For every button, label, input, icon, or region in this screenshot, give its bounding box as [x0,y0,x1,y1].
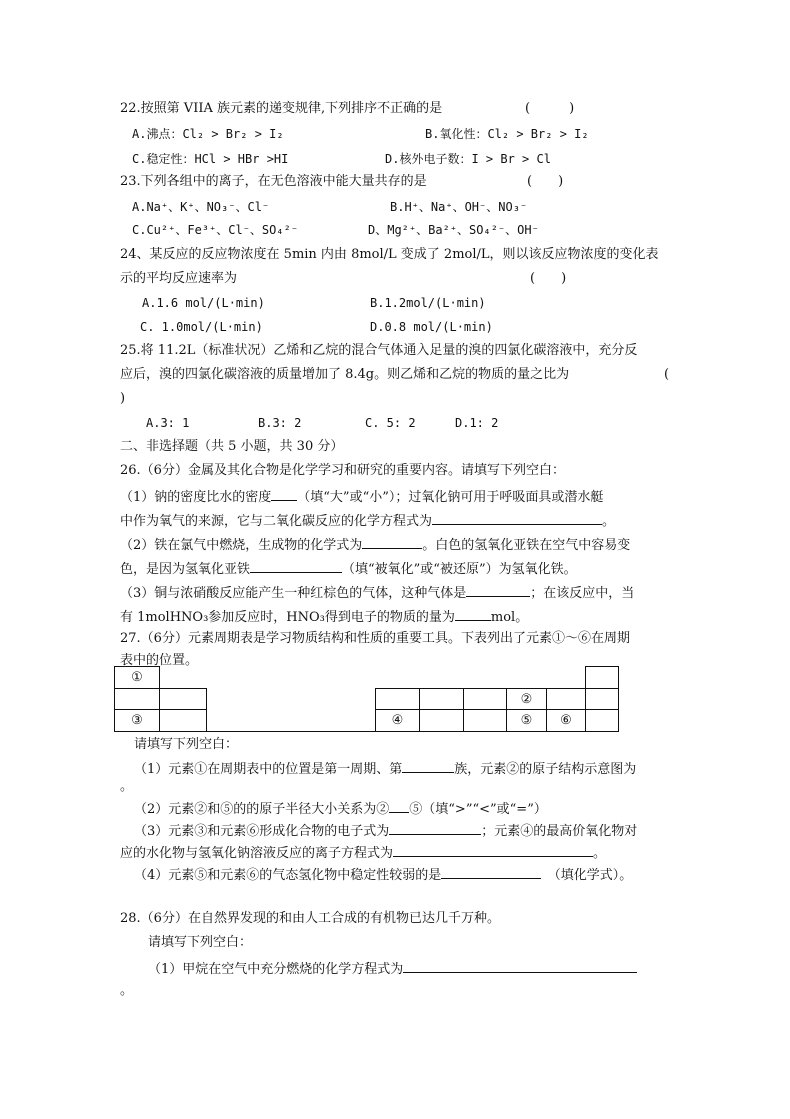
q27-blank-4[interactable] [393,842,593,857]
q27-stem-line1: 27.（6分）元素周期表是学习物质结构和性质的重要工具。下表列出了元素①～⑥在周期 [120,631,630,646]
q26-part1-line1: （1）钠的密度比水的密度 （填“大”或“小”）；过氧化钠可用于呼吸面具或潜水艇 [120,486,603,507]
q24-stem-line2: 示的平均反应速率为 [120,271,238,286]
q27-part3-line1: （3）元素③和元素⑥形成化合物的电子式为 ；元素④的最高价氧化物对 [134,820,637,841]
q23-option-a: A.Na⁺、K⁺、NO₃⁻、Cl⁻ [132,200,270,214]
pt-cell [114,688,160,710]
pt-cell-mark-6: ⑥ [546,709,586,732]
pt-cell [546,688,586,710]
q28-stem: 28.（6分）在自然界发现的和由人工合成的有机物已达几千万种。 [120,911,500,926]
pt-cell [159,709,207,732]
pt-cell-mark-5: ⑤ [506,709,547,732]
q25-option-a: A.3: 1 [146,416,190,430]
q26-part2-line2: 色，是因为氢氧化亚铁 （填“被氧化”或“被还原”）为氢氧化铁。 [120,558,577,579]
pt-cell [585,666,619,689]
q26-blank-1[interactable] [271,486,297,501]
q27-blank-5[interactable] [441,864,541,879]
q28-part1-end: 。 [120,983,134,998]
q26-stem: 26.（6分）金属及其化合物是化学学习和研究的重要内容。请填写下列空白： [120,463,565,478]
q23-option-c: C.Cu²⁺、Fe³⁺、Cl⁻、SO₄²⁻ [132,223,299,237]
q25-option-b: B.3: 2 [258,416,302,430]
q27-part1-line1: （1）元素①在周期表中的位置是第一周期、第 族，元素②的原子结构示意图为 [134,758,636,779]
q22-answer-paren: ( ) [525,101,575,116]
q27-part3-line2: 应的水化物与氢氧化钠溶液反应的离子方程式为 。 [120,842,606,863]
q25-option-c: C. 5: 2 [365,416,416,430]
q26-part2-line1: （2）铁在氯气中燃烧，生成物的化学式为 。白色的氢氧化亚铁在空气中容易变 [120,534,630,555]
pt-cell [585,688,619,710]
q24-stem-line1: 24、某反应的反应物浓度在 5min 内由 8mol/L 变成了 2mol/L，则以该反应物浓度的变化表 [120,247,659,262]
q25-option-d: D.1: 2 [455,416,499,430]
q24-option-b: B.1.2mol/(L·min) [370,296,486,310]
q24-option-c: C. 1.0mol/(L·min) [140,320,263,334]
pt-cell-mark-3: ③ [114,709,160,732]
pt-cell [463,709,507,732]
pt-cell-mark-4: ④ [375,709,420,732]
q22-option-c: C.稳定性：HCl > HBr >HI [132,152,289,166]
q22-stem: 22.按照第 VIIA 族元素的递变规律,下列排序不正确的是 [120,101,443,116]
pt-cell [463,688,507,710]
pt-cell-mark-1: ① [114,666,160,689]
q23-option-b: B.H⁺、Na⁺、OH⁻、NO₃⁻ [390,200,528,214]
q26-blank-6[interactable] [455,606,491,621]
q27-part1-line2: 。 [120,779,134,794]
q27-intro: 请填写下列空白： [134,737,239,752]
q28-part1: （1）甲烷在空气中充分燃烧的化学方程式为 [148,958,637,979]
q27-blank-3[interactable] [389,820,481,835]
q27-part2: （2）元素②和⑤的的原子半径大小关系为② ⑤（填“>”“<”或“=”） [134,798,547,819]
q26-blank-5[interactable] [466,582,530,597]
q23-stem: 23.下列各组中的离子，在无色溶液中能大量共存的是 [120,174,427,189]
q25-paren-open: ( [664,367,670,382]
q22-option-b: B.氧化性：Cl₂ > Br₂ > I₂ [425,127,589,141]
pt-gap-line [206,731,376,732]
q27-blank-2[interactable] [389,798,409,813]
q24-option-a: A.1.6 mol/(L·min) [142,296,265,310]
q24-option-d: D.0.8 mol/(L·min) [370,320,493,334]
q23-answer-paren: ( ) [527,174,564,189]
q26-part3-line2: 有 1molHNO₃参加反应时，HNO₃得到电子的物质的量为 mol。 [120,606,528,627]
q28-blank-1[interactable] [403,958,637,973]
pt-cell [419,688,464,710]
q25-stem-line2: 应后，溴的四氯化碳溶液的质量增加了 8.4g。则乙烯和乙烷的物质的量之比为 [120,367,570,382]
q27-part4: （4）元素⑤和元素⑥的气态氢化物中稳定性较弱的是 （填化学式）。 [134,864,632,885]
q25-stem-line1: 25.将 11.2L（标准状况）乙烯和乙烷的混合气体通入足量的溴的四氯化碳溶液中，充分反 [120,343,638,358]
q26-blank-2[interactable] [432,510,602,525]
q22-option-d: D.核外电子数：I > Br > Cl [385,152,551,166]
q26-blank-3[interactable] [362,534,422,549]
q28-intro: 请填写下列空白： [148,935,253,950]
section-heading: 二、非选择题（共 5 小题，共 30 分） [120,439,344,454]
pt-cell [375,688,420,710]
pt-cell [585,709,619,732]
q27-blank-1[interactable] [402,758,454,773]
q23-option-d: D、Mg²⁺、Ba²⁺、SO₄²⁻、OH⁻ [368,223,539,237]
pt-cell-mark-2: ② [506,688,547,710]
q27-stem-line2: 表中的位置。 [120,653,199,668]
pt-cell [419,709,464,732]
q24-answer-paren: ( ) [530,271,567,286]
q26-blank-4[interactable] [250,558,342,573]
pt-cell [159,688,207,710]
q26-part3-line1: （3）铜与浓硝酸反应能产生一种红棕色的气体，这种气体是 ；在该反应中，当 [120,582,634,603]
q25-paren-close: ) [120,391,126,406]
q22-option-a: A.沸点：Cl₂ > Br₂ > I₂ [132,127,284,141]
q26-part1-line2: 中作为氧气的来源，它与二氧化碳反应的化学方程式为 。 [120,510,615,531]
